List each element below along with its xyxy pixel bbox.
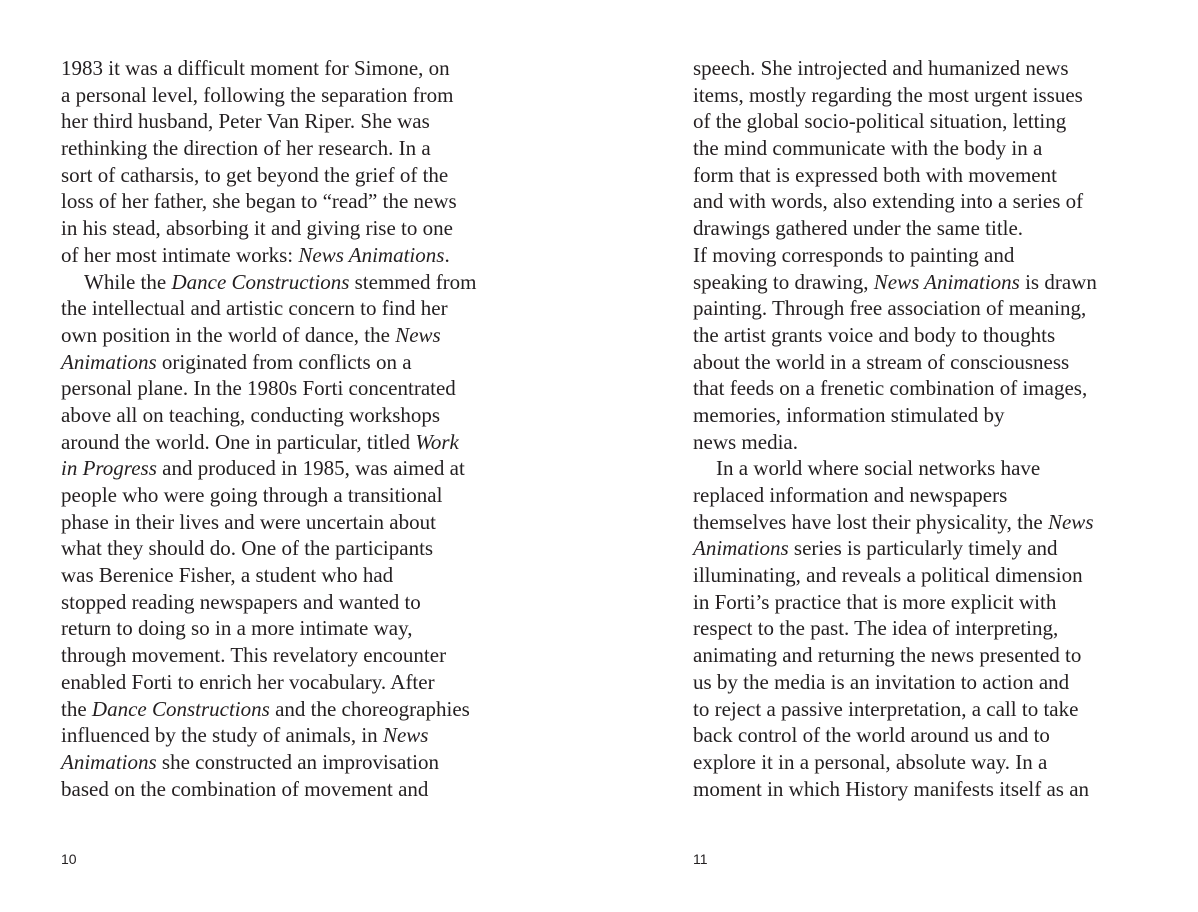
text-line <box>61 269 477 296</box>
text-segment: to reject a passive interpretation, a call to take <box>693 696 1079 721</box>
text-line <box>61 108 477 135</box>
text-segment: illuminating, and reveals a political dimension <box>693 563 1083 588</box>
text-segment: is drawn <box>1019 269 1097 294</box>
text-line <box>693 562 1097 589</box>
text-line <box>693 669 1097 696</box>
text-segment: her third husband, Peter Van Riper. She was <box>61 109 430 134</box>
text-segment: around the world. One in particular, titled <box>61 429 416 454</box>
text-line <box>693 749 1097 776</box>
text-segment: of the global socio-political situation, letting <box>693 109 1067 134</box>
text-segment: and with words, also extending into a series of <box>693 189 1084 214</box>
text-line <box>61 429 477 456</box>
text-line <box>61 776 477 803</box>
text-line <box>61 642 477 669</box>
text-line <box>693 55 1097 82</box>
text-segment: of her most intimate works: <box>61 242 299 267</box>
text-line <box>693 82 1097 109</box>
text-segment: stopped reading newspapers and wanted to <box>61 589 421 614</box>
italic-title: News <box>1047 509 1094 534</box>
text-line <box>61 722 477 749</box>
text-line <box>693 776 1097 803</box>
italic-title: Animations <box>61 349 157 374</box>
text-segment: in his stead, absorbing it and giving rise to one <box>61 216 453 241</box>
text-segment: she constructed an improvisation <box>156 749 439 774</box>
text-line <box>693 322 1097 349</box>
text-line <box>61 82 477 109</box>
text-segment: items, mostly regarding the most urgent issues <box>693 82 1083 107</box>
italic-title: Work <box>415 429 459 454</box>
text-line <box>693 589 1097 616</box>
text-line <box>61 589 477 616</box>
text-line <box>693 509 1097 536</box>
text-segment: and produced in 1985, was aimed at <box>156 456 465 481</box>
text-segment: return to doing so in a more intimate way, <box>61 616 413 641</box>
text-line <box>61 615 477 642</box>
text-line <box>61 242 477 269</box>
text-line <box>61 509 477 536</box>
text-segment: 1983 it was a difficult moment for Simone, on <box>61 56 450 80</box>
text-line <box>61 402 477 429</box>
text-line <box>693 722 1097 749</box>
text-segment: back control of the world around us and to <box>693 723 1050 748</box>
left-page-body-text <box>61 55 477 802</box>
text-line <box>61 749 477 776</box>
text-line <box>61 295 477 322</box>
text-line <box>61 696 477 723</box>
text-line <box>693 375 1097 402</box>
text-segment: a personal level, following the separation from <box>61 82 454 107</box>
text-line <box>693 642 1097 669</box>
text-segment: replaced information and newspapers <box>693 483 1008 507</box>
text-segment: painting. Through free association of meaning, <box>693 296 1087 321</box>
italic-title: in Progress <box>61 456 157 481</box>
text-segment: what they should do. One of the participants <box>61 536 434 561</box>
text-line <box>61 135 477 162</box>
text-segment: memories, information stimulated by <box>693 402 1005 427</box>
italic-title: News <box>395 322 441 347</box>
text-segment: news media. <box>693 429 798 454</box>
text-line <box>61 55 477 82</box>
text-segment: themselves have lost their physicality, the <box>693 509 1048 534</box>
text-line <box>693 535 1097 562</box>
text-segment: the <box>61 696 92 721</box>
text-segment: If moving corresponds to painting and <box>693 242 1015 267</box>
text-segment: influenced by the study of animals, in <box>61 723 383 748</box>
text-segment: respect to the past. The idea of interpreting, <box>693 616 1059 641</box>
text-segment: In a world where social networks have <box>716 456 1041 481</box>
text-line <box>693 615 1097 642</box>
text-line <box>693 349 1097 376</box>
text-segment: people who were going through a transitional <box>61 483 443 507</box>
italic-title: News Animations <box>298 242 445 267</box>
text-line <box>693 215 1097 242</box>
italic-title: Dance Constructions <box>171 269 350 294</box>
left-page-number: 10 <box>61 851 77 867</box>
text-segment: through movement. This revelatory encounter <box>61 643 447 668</box>
text-segment: drawings gathered under the same title. <box>693 216 1024 241</box>
text-line <box>693 269 1097 296</box>
text-segment: explore it in a personal, absolute way. In a <box>693 749 1048 774</box>
text-segment: series is particularly timely and <box>788 536 1058 561</box>
text-segment: animating and returning the news presented to <box>693 643 1082 668</box>
text-line <box>693 162 1097 189</box>
text-line <box>61 562 477 589</box>
text-segment: While the <box>84 269 172 294</box>
text-line <box>61 669 477 696</box>
text-segment: own position in the world of dance, the <box>61 322 396 347</box>
text-segment: stemmed from <box>349 269 477 294</box>
text-segment: speaking to drawing, <box>693 269 874 294</box>
text-segment: in Forti’s practice that is more explicit with <box>693 589 1057 614</box>
text-line <box>61 375 477 402</box>
text-line <box>61 322 477 349</box>
right-page-number: 11 <box>693 851 708 867</box>
text-segment: based on the combination of movement and <box>61 776 429 801</box>
text-segment: the artist grants voice and body to thoughts <box>693 322 1056 347</box>
text-line <box>693 429 1097 456</box>
text-line <box>61 455 477 482</box>
text-line <box>693 455 1097 482</box>
text-segment: that feeds on a frenetic combination of images, <box>693 376 1088 401</box>
text-line <box>693 402 1097 429</box>
text-line <box>61 162 477 189</box>
text-line <box>693 696 1097 723</box>
text-segment: about the world in a stream of consciousness <box>693 349 1070 374</box>
text-line <box>693 135 1097 162</box>
text-segment: above all on teaching, conducting workshops <box>61 402 441 427</box>
text-segment: personal plane. In the 1980s Forti concentrated <box>61 376 456 401</box>
text-segment: loss of her father, she began to “read” the news <box>61 189 457 214</box>
text-segment: the mind communicate with the body in a <box>693 136 1043 161</box>
text-line <box>61 188 477 215</box>
text-line <box>693 242 1097 269</box>
text-segment: . <box>444 242 450 267</box>
text-line <box>61 349 477 376</box>
text-segment: moment in which History manifests itself as an <box>693 776 1090 801</box>
text-line <box>693 188 1097 215</box>
text-segment: was Berenice Fisher, a student who had <box>61 563 394 588</box>
text-segment: enabled Forti to enrich her vocabulary. After <box>61 669 435 694</box>
italic-title: Animations <box>693 536 789 561</box>
text-segment: sort of catharsis, to get beyond the grief of the <box>61 162 449 187</box>
text-segment: originated from conflicts on a <box>156 349 412 374</box>
text-segment: and the choreographies <box>269 696 470 721</box>
text-segment: phase in their lives and were uncertain about <box>61 509 436 534</box>
italic-title: News <box>382 723 429 748</box>
text-line <box>61 215 477 242</box>
italic-title: Animations <box>61 749 157 774</box>
text-segment: us by the media is an invitation to action and <box>693 669 1070 694</box>
text-line <box>61 535 477 562</box>
text-line <box>693 295 1097 322</box>
text-line <box>693 108 1097 135</box>
text-segment: speech. She introjected and humanized news <box>693 56 1069 80</box>
italic-title: News Animations <box>873 269 1020 294</box>
text-line <box>61 482 477 509</box>
text-segment: the intellectual and artistic concern to find her <box>61 296 448 321</box>
right-page-body-text <box>693 55 1097 802</box>
text-segment: rethinking the direction of her research. In a <box>61 136 431 161</box>
text-segment: form that is expressed both with movement <box>693 162 1057 187</box>
text-line <box>693 482 1097 509</box>
italic-title: Dance Constructions <box>91 696 270 721</box>
